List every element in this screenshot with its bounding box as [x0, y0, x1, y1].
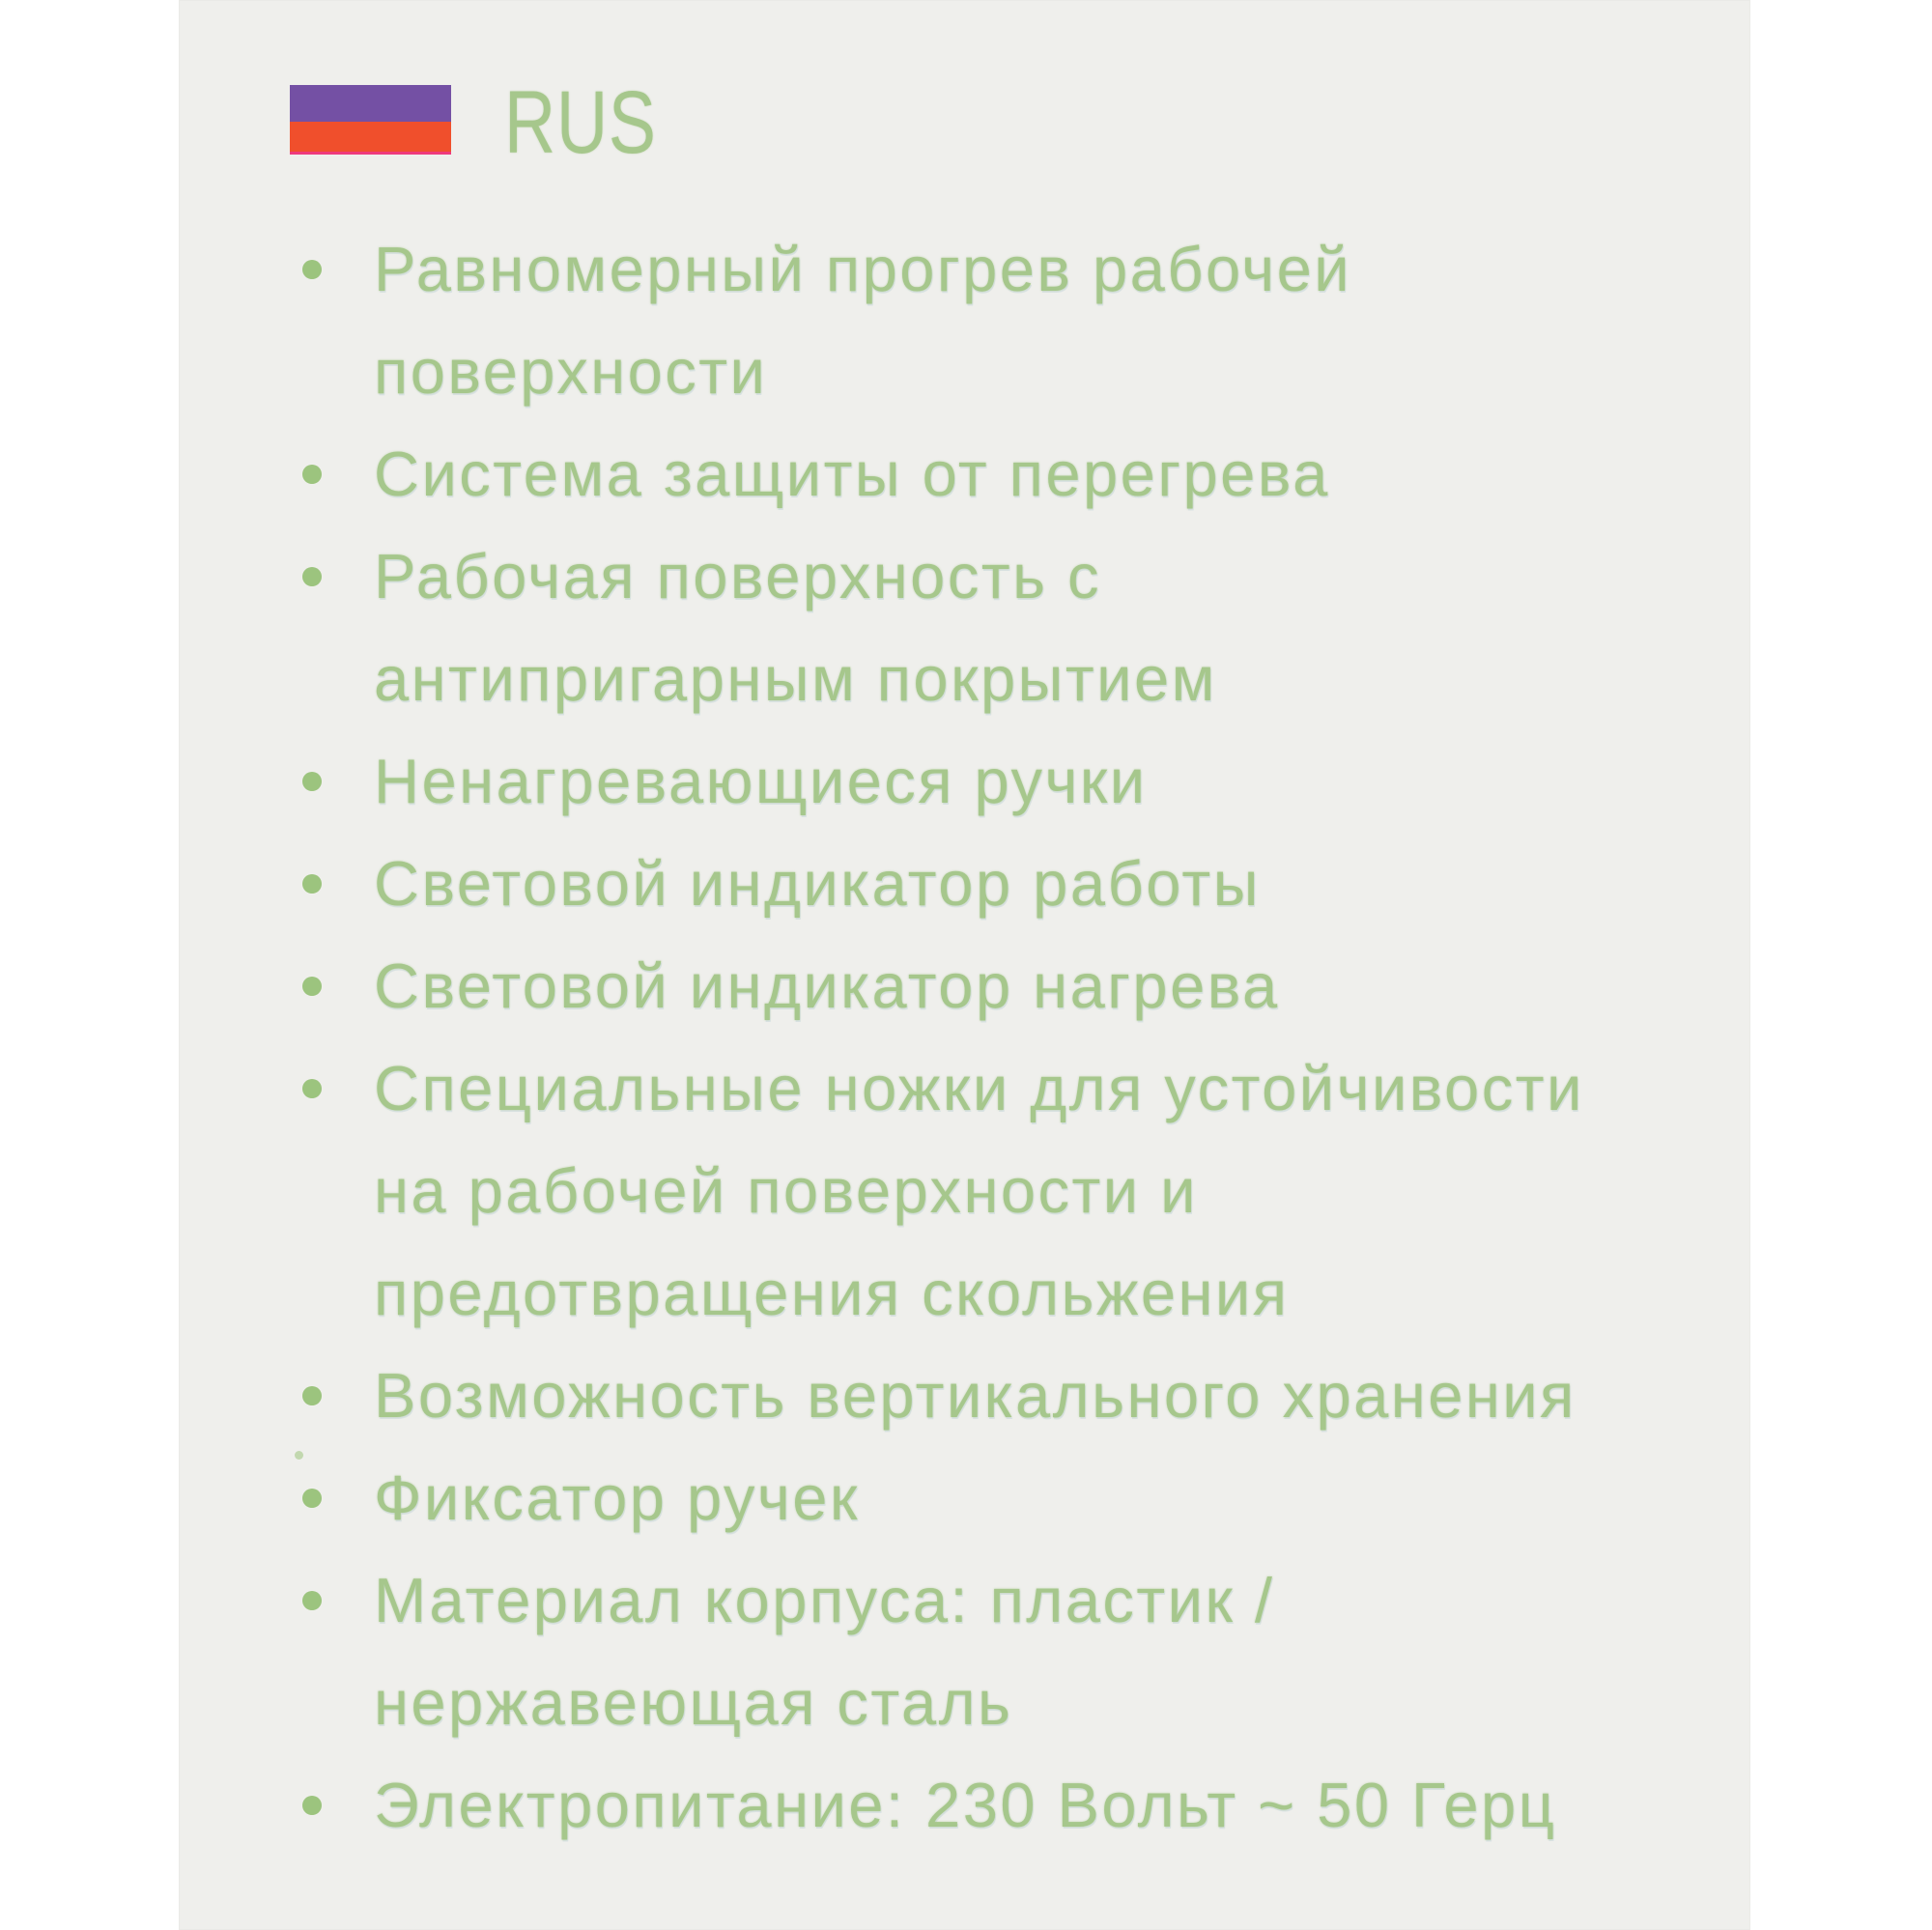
bullet-icon — [302, 1796, 322, 1815]
russia-flag-icon — [290, 85, 451, 155]
feature-text — [374, 525, 1217, 730]
bullet-icon — [302, 1591, 322, 1610]
feature-line: Рабочая поверхность с — [374, 541, 1102, 611]
feature-line: на рабочей поверхности и — [374, 1155, 1198, 1226]
feature-text — [374, 1447, 860, 1549]
feature-text — [374, 1037, 1584, 1345]
list-item — [302, 525, 1722, 730]
bullet-icon — [302, 260, 322, 279]
feature-line: Ненагревающиеся ручки — [374, 746, 1148, 816]
list-item — [302, 935, 1722, 1037]
feature-text — [374, 1754, 1556, 1857]
bullet-icon — [302, 1079, 322, 1098]
list-item — [302, 423, 1722, 525]
list-item — [302, 1345, 1722, 1447]
list-item — [302, 218, 1722, 423]
feature-line: Световой индикатор нагрева — [374, 951, 1280, 1021]
feature-line: Материал корпуса: пластик / — [374, 1565, 1275, 1635]
list-item — [302, 833, 1722, 935]
list-item — [302, 1037, 1722, 1345]
bullet-icon — [302, 567, 322, 586]
feature-text — [374, 730, 1148, 833]
feature-line: антипригарным покрытием — [374, 643, 1217, 714]
feature-text — [374, 1345, 1577, 1447]
print-speck — [295, 1451, 303, 1460]
feature-line: Система защиты от перегрева — [374, 439, 1330, 509]
list-item — [302, 1754, 1722, 1857]
list-item — [302, 1447, 1722, 1549]
feature-text — [374, 1549, 1275, 1754]
bullet-icon — [302, 1386, 322, 1405]
feature-text — [374, 218, 1351, 423]
language-code-label: RUS — [504, 73, 657, 172]
feature-text — [374, 423, 1330, 525]
feature-text — [374, 935, 1280, 1037]
feature-text — [374, 833, 1261, 935]
bullet-icon — [302, 1489, 322, 1508]
bullet-icon — [302, 772, 322, 791]
feature-list — [302, 218, 1722, 1857]
feature-line: Специальные ножки для устойчивости — [374, 1053, 1584, 1123]
feature-line: Возможность вертикального хранения — [374, 1360, 1577, 1431]
list-item — [302, 730, 1722, 833]
list-item — [302, 1549, 1722, 1754]
feature-line: Электропитание: 230 Вольт ~ 50 Герц — [374, 1770, 1557, 1840]
bullet-icon — [302, 465, 322, 484]
bullet-icon — [302, 874, 322, 894]
feature-line: Световой индикатор работы — [374, 848, 1261, 919]
feature-line: поверхности — [374, 336, 768, 407]
feature-line: предотвращения скольжения — [374, 1258, 1290, 1328]
packaging-panel — [179, 0, 1750, 1930]
bullet-icon — [302, 977, 322, 996]
feature-line: нержавеющая сталь — [374, 1667, 1013, 1738]
feature-line: Равномерный прогрев рабочей — [374, 234, 1352, 304]
feature-line: Фиксатор ручек — [374, 1462, 860, 1533]
